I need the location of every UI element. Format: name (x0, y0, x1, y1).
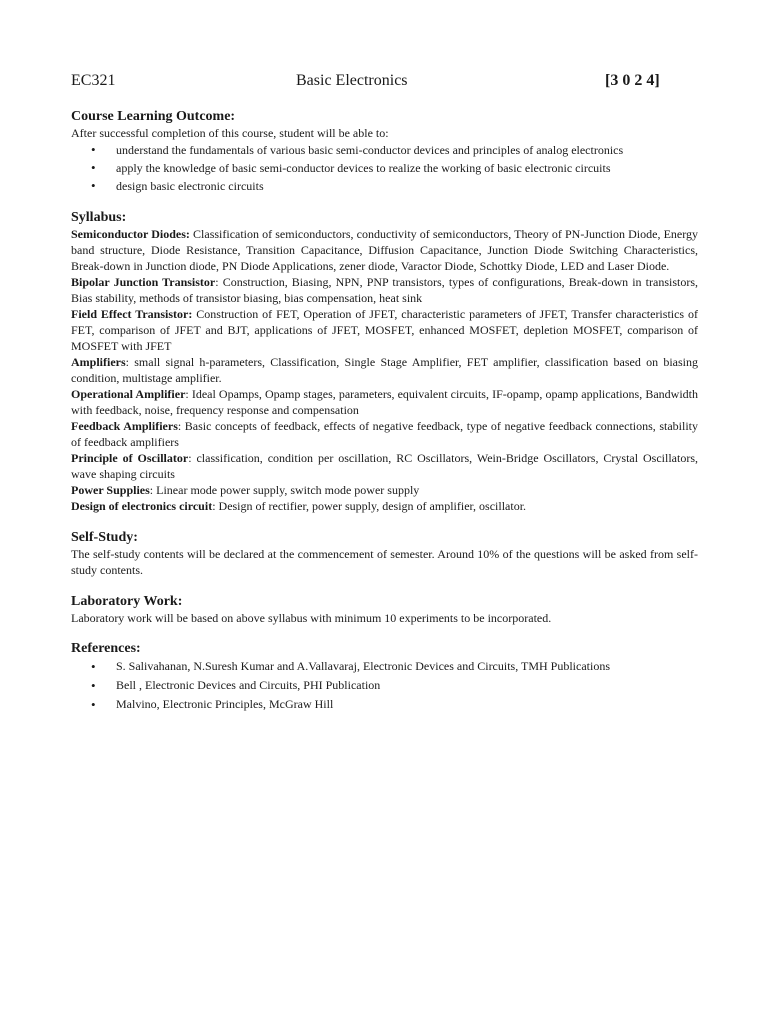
topic-text: : Basic concepts of feedback, effects of negative feedback, type of negative feedback connections, stability of feedback amplifiers (71, 419, 699, 449)
course-credits: [3 0 2 4] (605, 72, 660, 89)
topic-title: Bipolar Junction Transistor (71, 275, 216, 289)
course-outcome-intro: After successful completion of this course, student will be able to: (71, 126, 389, 140)
topic-text: : classification, condition per oscillation, RC Oscillators, Wein-Bridge Oscillators, Crystal Oscillators, wave shaping circuits (71, 451, 698, 481)
course-code: EC321 (71, 72, 116, 89)
references-section (71, 640, 698, 714)
syllabus-topic (71, 418, 698, 450)
self-study-section (71, 529, 698, 578)
topic-text: : Ideal Opamps, Opamp stages, parameters, equivalent circuits, IF-opamp, opamp applications, Bandwidth with feedback, noise, frequency response and compensation (71, 387, 698, 417)
topic-text: Classification of semiconductors, conductivity of semiconductors, Theory of PN-Junction Diode, Energy band structure, Diode Resistance, Transition Capacitance, Diffusion Capacitance, Junction Diode Switching Characteristics, Break-down in Junction diode, PN Diode Applications, zener diode, Varactor Diode, Schottky Diode, LED and Laser Diode. (71, 227, 699, 273)
syllabus-topic (71, 306, 698, 354)
course-outcome-section (71, 108, 698, 195)
syllabus-section (71, 209, 698, 514)
topic-title: Design of electronics circuit (71, 499, 213, 513)
topic-text: : Design of rectifier, power supply, design of amplifier, oscillator. (212, 499, 527, 513)
outcome-item: • understand the fundamentals of various basic semi-conductor devices and principles of analog electronics (71, 141, 698, 159)
course-title-row (71, 72, 698, 94)
reference-item: • Malvino, Electronic Principles, McGraw Hill (71, 695, 698, 714)
outcome-item: • apply the knowledge of basic semi-conductor devices to realize the working of basic electronic circuits (71, 159, 698, 177)
self-study-heading: Self-Study: (71, 530, 138, 545)
syllabus-topic (71, 450, 698, 482)
laboratory-heading: Laboratory Work: (71, 594, 183, 609)
reference-item: • S. Salivahanan, N.Suresh Kumar and A.Vallavaraj, Electronic Devices and Circuits, TMH Publications (71, 657, 698, 676)
document-page (71, 72, 698, 714)
syllabus-topic (71, 482, 698, 498)
course-name: Basic Electronics (296, 72, 408, 89)
self-study-text: The self-study contents will be declared at the commencement of semester. Around 10% of the questions will be asked from self-study contents. (71, 547, 698, 577)
topic-title: Power Supplies (71, 483, 150, 497)
course-outcome-list (71, 141, 698, 195)
topic-title: Feedback Amplifiers (71, 419, 178, 433)
topic-title: Semiconductor Diodes: (71, 227, 190, 241)
references-list (71, 657, 698, 714)
topic-text: : small signal h-parameters, Classification, Single Stage Amplifier, FET amplifier, classification based on biasing condition, multistage amplifier. (71, 355, 698, 385)
references-heading: References: (71, 641, 141, 656)
topic-title: Principle of Oscillator (71, 451, 189, 465)
syllabus-topic (71, 226, 698, 274)
topic-text: : Linear mode power supply, switch mode power supply (149, 483, 420, 497)
syllabus-topic (71, 386, 698, 418)
syllabus-topic (71, 354, 698, 386)
topic-text: Construction of FET, Operation of JFET, characteristic parameters of JFET, Transfer characteristics of FET, comparison of JFET and BJT, applications of JFET, MOSFET, enhanced MOSFET, depletion MOSFET, comparison of MOSFET with JFET (71, 307, 699, 353)
syllabus-topic (71, 498, 698, 514)
topic-title: Operational Amplifier (71, 387, 186, 401)
laboratory-text: Laboratory work will be based on above syllabus with minimum 10 experiments to be incorporated. (71, 611, 552, 625)
syllabus-heading: Syllabus: (71, 210, 127, 225)
topic-text: : Construction, Biasing, NPN, PNP transistors, types of configurations, Break-down in transistors, Bias stability, methods of transistor biasing, bias compensation, heat sink (71, 275, 698, 305)
topic-title: Amplifiers (71, 355, 126, 369)
topic-title: Field Effect Transistor: (71, 307, 193, 321)
reference-item: • Bell , Electronic Devices and Circuits, PHI Publication (71, 676, 698, 695)
syllabus-topic (71, 274, 698, 306)
outcome-item: • design basic electronic circuits (71, 177, 698, 195)
course-outcome-heading: Course Learning Outcome: (71, 109, 236, 124)
laboratory-section (71, 593, 698, 626)
